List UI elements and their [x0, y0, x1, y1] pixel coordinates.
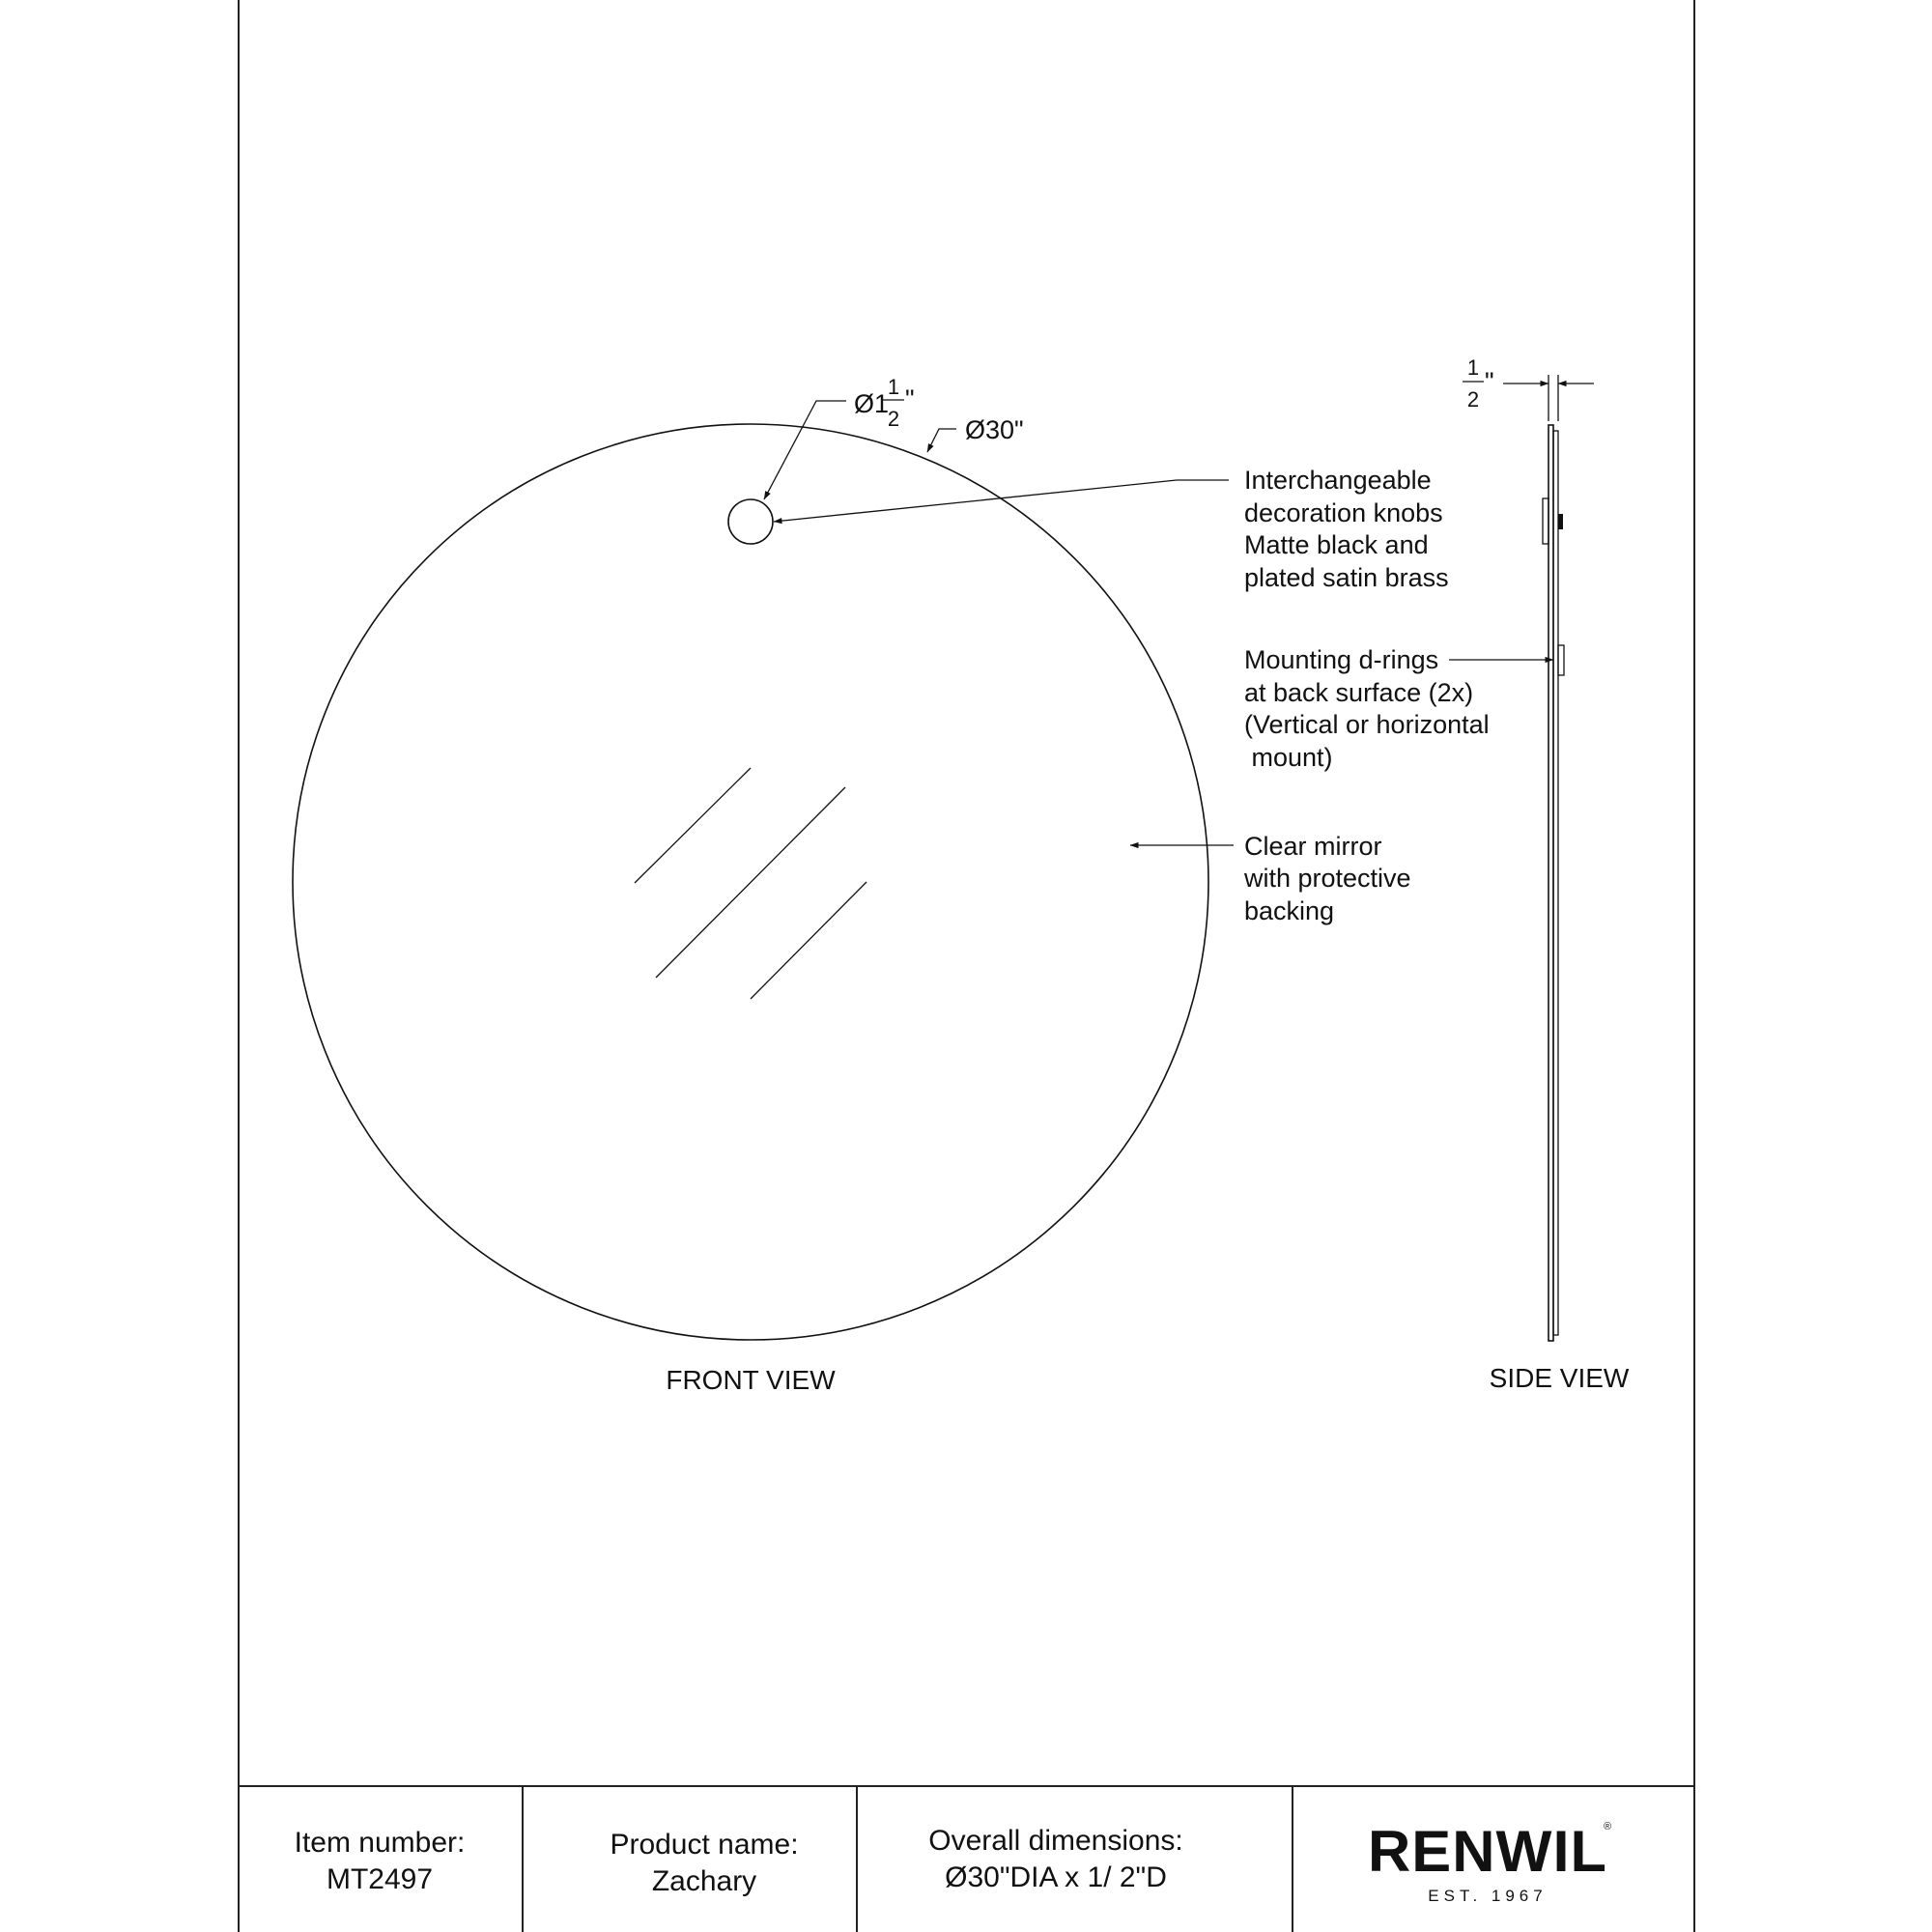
callout-knobs-line-3: Matte black and	[1244, 530, 1429, 559]
side-d-ring	[1558, 645, 1564, 675]
side-depth-suffix: "	[1485, 367, 1494, 396]
mirror-diameter-dimension	[927, 415, 1024, 452]
side-depth-denominator: 2	[1466, 387, 1480, 412]
side-knob-stem	[1558, 514, 1563, 529]
decoration-knob	[728, 499, 773, 544]
callout-knobs-line-4: plated satin brass	[1244, 563, 1449, 592]
item-number-label: Item number:	[294, 1827, 466, 1859]
renwil-logo	[1368, 1819, 1611, 1905]
product-name-value: Zachary	[651, 1865, 757, 1897]
callout-mirror-line-3: backing	[1244, 896, 1335, 925]
knob-diameter-dimension	[764, 375, 915, 499]
callout-knobs-line-2: decoration knobs	[1244, 498, 1443, 527]
side-depth-numerator: 1	[1466, 355, 1480, 380]
side-depth-dimension	[1463, 355, 1594, 421]
side-view-label: SIDE VIEW	[1489, 1363, 1630, 1393]
mirror-glare-lines	[635, 768, 867, 999]
knob-diameter-denominator: 2	[887, 407, 900, 431]
product-name-label: Product name:	[610, 1829, 799, 1861]
callout-d-rings-line-1: Mounting d-rings	[1244, 645, 1439, 674]
title-block	[239, 1786, 1694, 1932]
mirror-diameter-label: Ø30"	[965, 415, 1024, 444]
callout-d-rings-line-4: mount)	[1244, 743, 1333, 772]
callout-knobs-line-1: Interchangeable	[1244, 466, 1432, 495]
callout-mirror-line-2: with protective	[1244, 864, 1411, 893]
knob-diameter-prefix: Ø1	[854, 389, 890, 418]
callout-d-rings-line-2: at back surface (2x)	[1244, 678, 1474, 707]
callout-knobs	[1244, 466, 1449, 592]
logo-wordmark: RENWIL	[1368, 1819, 1607, 1884]
item-number-value: MT2497	[326, 1863, 434, 1895]
knob-diameter-numerator: 1	[887, 375, 900, 399]
front-view-label: FRONT VIEW	[666, 1365, 836, 1395]
logo-registered-mark: ®	[1604, 1821, 1612, 1833]
callout-d-rings-line-3: (Vertical or horizontal	[1244, 710, 1490, 739]
callout-mirror-line-1: Clear mirror	[1244, 832, 1382, 861]
overall-dimensions-label: Overall dimensions:	[928, 1825, 1183, 1857]
side-view	[1463, 355, 1630, 1393]
overall-dimensions-value: Ø30"DIA x 1/ 2"D	[945, 1861, 1167, 1893]
callout-mirror	[1243, 832, 1411, 925]
front-view	[293, 375, 1208, 1395]
side-knob-profile	[1543, 498, 1548, 544]
callout-d-rings	[1244, 645, 1490, 772]
side-mirror-panel	[1548, 425, 1553, 1341]
sheet-frame	[239, 0, 1694, 1932]
knob-diameter-suffix: "	[905, 384, 915, 413]
logo-tagline: EST. 1967	[1428, 1887, 1548, 1905]
